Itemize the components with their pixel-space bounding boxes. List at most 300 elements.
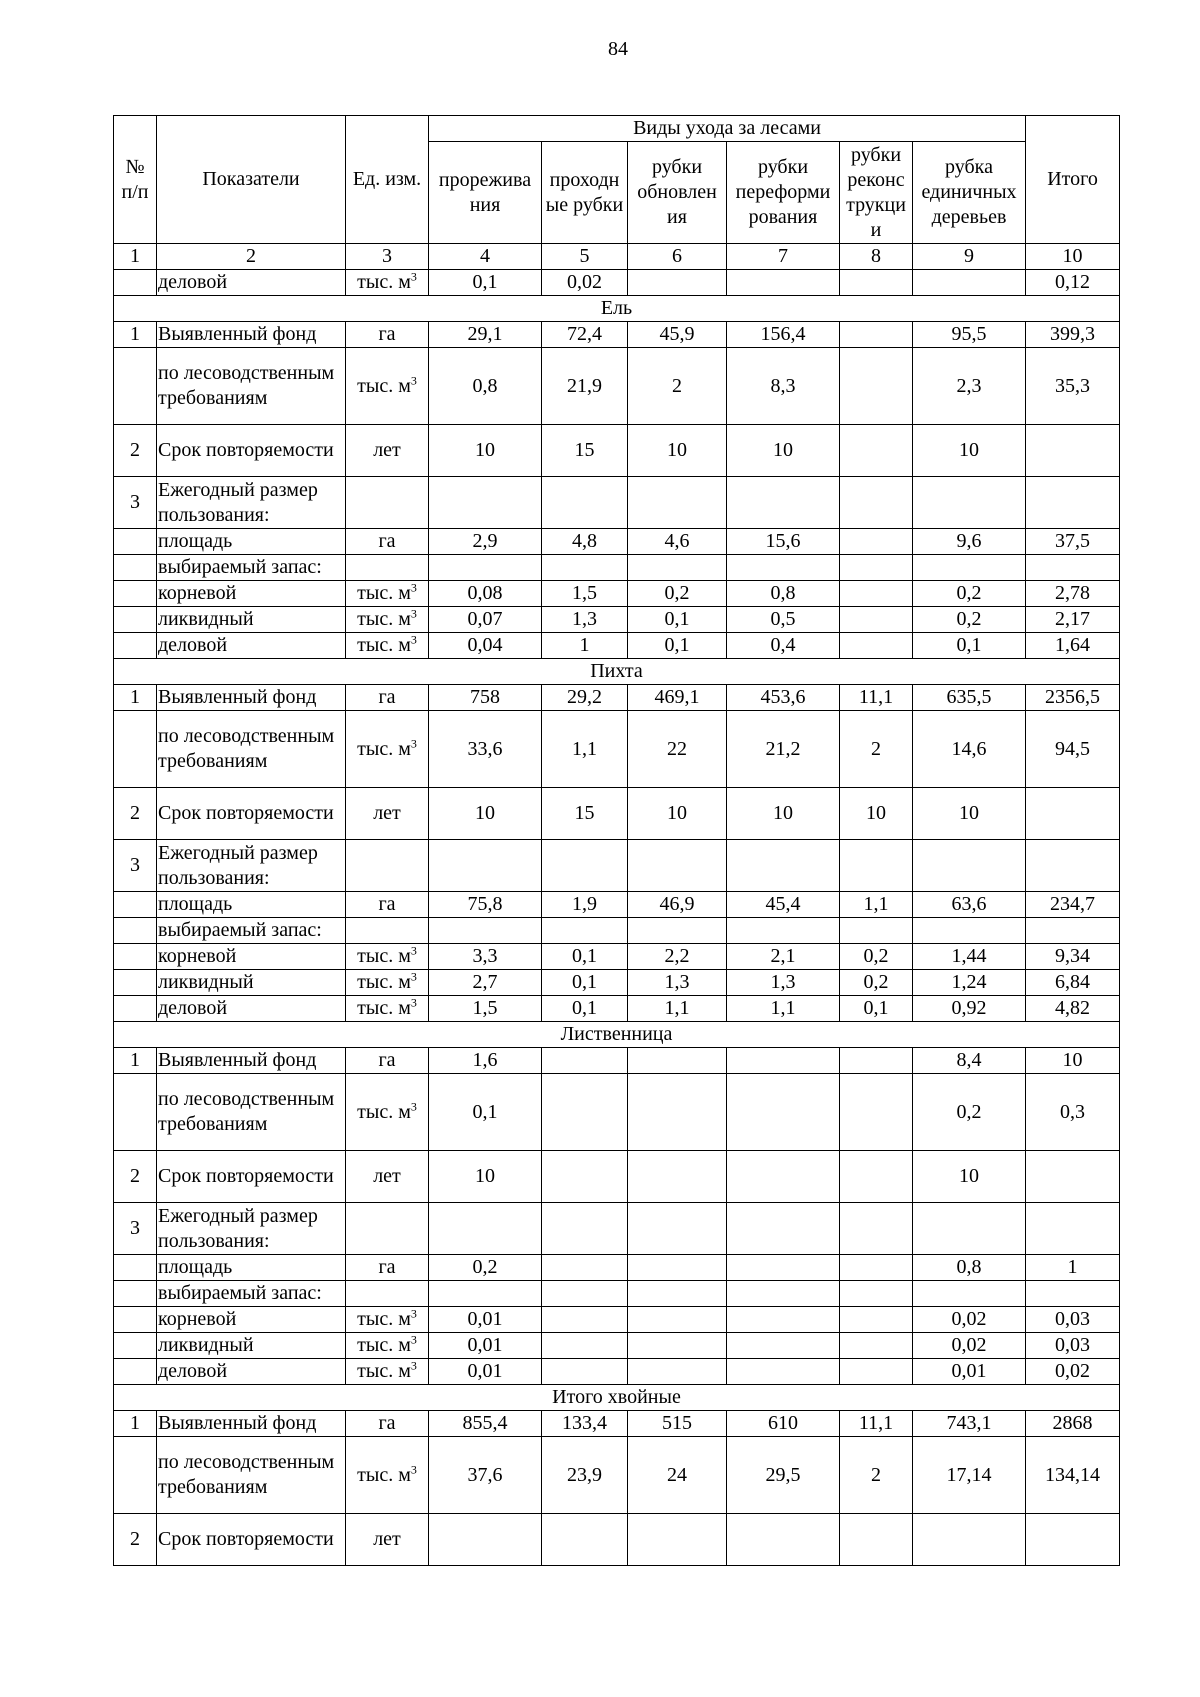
row-unit [346, 711, 429, 788]
row-unit [346, 529, 429, 555]
unit-superscript: 3 [410, 735, 417, 750]
table-row [114, 918, 1120, 944]
value-cell [727, 918, 840, 944]
value-cell: 134,14 [1026, 1437, 1120, 1514]
value-cell: 33,6 [429, 711, 542, 788]
page-number: 84 [608, 38, 628, 60]
unit-text: лет [373, 802, 401, 824]
value-cell: 0,3 [1026, 1074, 1120, 1151]
row-unit [346, 607, 429, 633]
unit-text: га [378, 1256, 396, 1278]
header-type: рубки переформи рования [727, 142, 840, 244]
row-label: по лесоводственным требованиям [157, 1074, 346, 1151]
value-cell [542, 477, 628, 529]
table-row [114, 477, 1120, 529]
col-number: 3 [346, 244, 429, 270]
value-cell: 1,3 [542, 607, 628, 633]
row-unit [346, 1411, 429, 1437]
value-cell: 45,4 [727, 892, 840, 918]
value-cell: 0,01 [429, 1333, 542, 1359]
value-cell: 0,4 [727, 633, 840, 659]
value-cell: 29,5 [727, 1437, 840, 1514]
row-unit [346, 1514, 429, 1566]
value-cell: 0,01 [429, 1307, 542, 1333]
value-cell [913, 270, 1026, 296]
header-group: Виды ухода за лесами [429, 116, 1026, 142]
value-cell: 15 [542, 788, 628, 840]
value-cell [840, 1255, 913, 1281]
unit-superscript: 3 [410, 1358, 417, 1373]
value-cell: 635,5 [913, 685, 1026, 711]
value-cell: 2 [840, 1437, 913, 1514]
value-cell [1026, 788, 1120, 840]
value-cell: 37,6 [429, 1437, 542, 1514]
value-cell: 15,6 [727, 529, 840, 555]
value-cell: 453,6 [727, 685, 840, 711]
value-cell [840, 1048, 913, 1074]
row-label: деловой [157, 996, 346, 1022]
value-cell: 234,7 [1026, 892, 1120, 918]
col-number: 9 [913, 244, 1026, 270]
table-row [114, 555, 1120, 581]
value-cell: 10 [913, 788, 1026, 840]
value-cell [542, 1359, 628, 1385]
value-cell: 21,2 [727, 711, 840, 788]
row-label: площадь [157, 1255, 346, 1281]
unit-superscript: 3 [410, 632, 417, 647]
value-cell [727, 1048, 840, 1074]
value-cell [542, 1048, 628, 1074]
value-cell: 1,3 [727, 970, 840, 996]
header-type: рубки реконс трукци и [840, 142, 913, 244]
value-cell [840, 1514, 913, 1566]
value-cell: 23,9 [542, 1437, 628, 1514]
row-number: 1 [114, 1411, 157, 1437]
row-number [114, 348, 157, 425]
unit-superscript: 3 [410, 1098, 417, 1113]
value-cell [542, 1281, 628, 1307]
value-cell: 75,8 [429, 892, 542, 918]
value-cell [429, 1281, 542, 1307]
unit-superscript: 3 [410, 1461, 417, 1476]
value-cell [542, 1203, 628, 1255]
unit-text: тыс. м [357, 271, 411, 293]
row-number: 2 [114, 425, 157, 477]
value-cell [913, 840, 1026, 892]
value-cell: 0,08 [429, 581, 542, 607]
table-row [114, 581, 1120, 607]
row-label: Ежегодный размер пользования: [157, 477, 346, 529]
value-cell [727, 1203, 840, 1255]
col-number: 7 [727, 244, 840, 270]
row-label: Выявленный фонд [157, 685, 346, 711]
value-cell: 2,1 [727, 944, 840, 970]
section-row [114, 1385, 1120, 1411]
value-cell: 11,1 [840, 1411, 913, 1437]
row-number [114, 1255, 157, 1281]
table-row [114, 348, 1120, 425]
value-cell [542, 555, 628, 581]
row-number: 1 [114, 322, 157, 348]
unit-text: га [378, 323, 396, 345]
unit-text: тыс. м [357, 634, 411, 656]
section-title: Лиственница [114, 1022, 1120, 1048]
value-cell [542, 840, 628, 892]
value-cell: 3,3 [429, 944, 542, 970]
row-unit [346, 1074, 429, 1151]
unit-text: тыс. м [357, 1308, 411, 1330]
value-cell [913, 477, 1026, 529]
row-label: корневой [157, 944, 346, 970]
table-row [114, 1151, 1120, 1203]
table-row [114, 944, 1120, 970]
table-row [114, 529, 1120, 555]
row-number [114, 581, 157, 607]
value-cell: 0,01 [913, 1359, 1026, 1385]
row-label: площадь [157, 529, 346, 555]
unit-superscript: 3 [410, 580, 417, 595]
unit-superscript: 3 [410, 995, 417, 1010]
header-num: № п/п [114, 116, 157, 244]
table-row [114, 1411, 1120, 1437]
unit-text: тыс. м [357, 1100, 411, 1123]
col-number: 2 [157, 244, 346, 270]
row-label: деловой [157, 270, 346, 296]
value-cell: 0,8 [429, 348, 542, 425]
value-cell [840, 1333, 913, 1359]
row-number: 2 [114, 1514, 157, 1566]
unit-text: тыс. м [357, 608, 411, 630]
value-cell [628, 1048, 727, 1074]
value-cell [429, 918, 542, 944]
value-cell: 0,92 [913, 996, 1026, 1022]
value-cell: 10 [429, 425, 542, 477]
section-row [114, 296, 1120, 322]
value-cell: 133,4 [542, 1411, 628, 1437]
value-cell: 95,5 [913, 322, 1026, 348]
row-unit [346, 270, 429, 296]
value-cell: 0,2 [429, 1255, 542, 1281]
row-unit [346, 996, 429, 1022]
value-cell [727, 1255, 840, 1281]
value-cell: 2356,5 [1026, 685, 1120, 711]
value-cell: 29,1 [429, 322, 542, 348]
value-cell [840, 477, 913, 529]
value-cell: 2 [628, 348, 727, 425]
value-cell [840, 581, 913, 607]
row-number [114, 892, 157, 918]
value-cell [913, 1514, 1026, 1566]
unit-superscript: 3 [410, 1332, 417, 1347]
unit-text: га [378, 1049, 396, 1071]
value-cell: 0,03 [1026, 1333, 1120, 1359]
col-number: 6 [628, 244, 727, 270]
value-cell: 0,2 [913, 1074, 1026, 1151]
row-number [114, 970, 157, 996]
section-title: Пихта [114, 659, 1120, 685]
value-cell [840, 918, 913, 944]
value-cell [840, 529, 913, 555]
value-cell: 1,1 [628, 996, 727, 1022]
col-number: 4 [429, 244, 542, 270]
value-cell: 0,2 [840, 970, 913, 996]
table-row [114, 322, 1120, 348]
value-cell [542, 1074, 628, 1151]
row-unit [346, 944, 429, 970]
value-cell: 35,3 [1026, 348, 1120, 425]
value-cell: 17,14 [913, 1437, 1026, 1514]
value-cell: 0,1 [542, 944, 628, 970]
value-cell: 2,78 [1026, 581, 1120, 607]
value-cell: 0,2 [913, 581, 1026, 607]
table-row [114, 685, 1120, 711]
value-cell [727, 270, 840, 296]
value-cell [1026, 477, 1120, 529]
value-cell [1026, 840, 1120, 892]
row-label: по лесоводственным требованиям [157, 711, 346, 788]
col-number: 1 [114, 244, 157, 270]
table-row [114, 996, 1120, 1022]
value-cell: 1,24 [913, 970, 1026, 996]
value-cell: 21,9 [542, 348, 628, 425]
unit-text: тыс. м [357, 1463, 411, 1486]
value-cell: 0,02 [542, 270, 628, 296]
row-number [114, 996, 157, 1022]
row-label: корневой [157, 1307, 346, 1333]
value-cell [840, 270, 913, 296]
row-number [114, 1437, 157, 1514]
value-cell: 0,01 [429, 1359, 542, 1385]
row-unit [346, 918, 429, 944]
value-cell: 1,5 [542, 581, 628, 607]
value-cell: 72,4 [542, 322, 628, 348]
value-cell: 855,4 [429, 1411, 542, 1437]
value-cell [840, 348, 913, 425]
table-row [114, 1203, 1120, 1255]
value-cell: 4,82 [1026, 996, 1120, 1022]
value-cell [429, 1514, 542, 1566]
value-cell: 469,1 [628, 685, 727, 711]
row-number [114, 944, 157, 970]
value-cell: 0,02 [1026, 1359, 1120, 1385]
value-cell: 29,2 [542, 685, 628, 711]
value-cell [429, 555, 542, 581]
row-label: деловой [157, 1359, 346, 1385]
unit-superscript: 3 [410, 943, 417, 958]
value-cell: 8,4 [913, 1048, 1026, 1074]
table-row [114, 1514, 1120, 1566]
value-cell [628, 1074, 727, 1151]
row-number: 3 [114, 1203, 157, 1255]
row-label: Срок повторяемости [157, 1514, 346, 1566]
value-cell: 10 [727, 788, 840, 840]
row-number: 3 [114, 477, 157, 529]
unit-text: тыс. м [357, 1334, 411, 1356]
section-row [114, 659, 1120, 685]
row-label: Выявленный фонд [157, 1411, 346, 1437]
value-cell [628, 840, 727, 892]
value-cell: 1,9 [542, 892, 628, 918]
value-cell [840, 425, 913, 477]
value-cell: 0,02 [913, 1307, 1026, 1333]
value-cell: 1,1 [840, 892, 913, 918]
value-cell: 14,6 [913, 711, 1026, 788]
value-cell [628, 1514, 727, 1566]
unit-superscript: 3 [410, 269, 417, 284]
header-type: рубка единичных деревьев [913, 142, 1026, 244]
value-cell [628, 1307, 727, 1333]
value-cell [628, 918, 727, 944]
value-cell [840, 1074, 913, 1151]
value-cell [542, 1255, 628, 1281]
value-cell [429, 477, 542, 529]
value-cell [628, 1203, 727, 1255]
value-cell [727, 477, 840, 529]
value-cell: 1,64 [1026, 633, 1120, 659]
row-number [114, 529, 157, 555]
value-cell [542, 1307, 628, 1333]
row-unit [346, 477, 429, 529]
section-title: Итого хвойные [114, 1385, 1120, 1411]
table-row [114, 840, 1120, 892]
row-unit [346, 1203, 429, 1255]
value-cell: 46,9 [628, 892, 727, 918]
value-cell: 1,1 [542, 711, 628, 788]
value-cell [1026, 425, 1120, 477]
unit-text: лет [373, 1528, 401, 1550]
value-cell [840, 633, 913, 659]
value-cell [913, 555, 1026, 581]
row-label: Срок повторяемости [157, 425, 346, 477]
value-cell [913, 918, 1026, 944]
row-number [114, 555, 157, 581]
row-unit [346, 555, 429, 581]
row-unit [346, 348, 429, 425]
value-cell: 0,1 [840, 996, 913, 1022]
value-cell [542, 1151, 628, 1203]
table-row [114, 1307, 1120, 1333]
value-cell: 10 [727, 425, 840, 477]
unit-text: тыс. м [357, 737, 411, 760]
value-cell [429, 840, 542, 892]
table-row [114, 970, 1120, 996]
col-number: 8 [840, 244, 913, 270]
table-row [114, 788, 1120, 840]
forest-care-table [113, 115, 1120, 1566]
value-cell: 2,7 [429, 970, 542, 996]
value-cell [1026, 555, 1120, 581]
value-cell [628, 1151, 727, 1203]
row-number [114, 1333, 157, 1359]
unit-text: га [378, 686, 396, 708]
value-cell [542, 1514, 628, 1566]
section-row [114, 1022, 1120, 1048]
value-cell: 0,2 [913, 607, 1026, 633]
unit-text: тыс. м [357, 971, 411, 993]
value-cell: 1,1 [727, 996, 840, 1022]
row-label: по лесоводственным требованиям [157, 348, 346, 425]
value-cell: 94,5 [1026, 711, 1120, 788]
value-cell: 0,1 [542, 996, 628, 1022]
value-cell: 10 [1026, 1048, 1120, 1074]
value-cell [840, 1281, 913, 1307]
row-number [114, 1359, 157, 1385]
value-cell: 0,04 [429, 633, 542, 659]
row-unit [346, 1281, 429, 1307]
row-label: деловой [157, 633, 346, 659]
row-label: Выявленный фонд [157, 322, 346, 348]
value-cell: 15 [542, 425, 628, 477]
row-unit [346, 892, 429, 918]
table-row [114, 425, 1120, 477]
value-cell [628, 1281, 727, 1307]
table-row [114, 1437, 1120, 1514]
value-cell: 758 [429, 685, 542, 711]
unit-text: тыс. м [357, 997, 411, 1019]
row-unit [346, 1359, 429, 1385]
value-cell: 2,9 [429, 529, 542, 555]
value-cell: 2,17 [1026, 607, 1120, 633]
header-total: Итого [1026, 116, 1120, 244]
value-cell [840, 322, 913, 348]
value-cell [840, 1359, 913, 1385]
value-cell [628, 1333, 727, 1359]
value-cell: 515 [628, 1411, 727, 1437]
unit-text: га [378, 530, 396, 552]
value-cell: 1 [542, 633, 628, 659]
row-number [114, 607, 157, 633]
value-cell: 10 [628, 425, 727, 477]
value-cell [727, 1333, 840, 1359]
value-cell [727, 1359, 840, 1385]
value-cell [727, 1281, 840, 1307]
value-cell [913, 1281, 1026, 1307]
value-cell: 10 [913, 1151, 1026, 1203]
value-cell [840, 840, 913, 892]
table-row [114, 607, 1120, 633]
header-indicator: Показатели [157, 116, 346, 244]
value-cell: 45,9 [628, 322, 727, 348]
value-cell: 0,1 [628, 633, 727, 659]
value-cell: 0,03 [1026, 1307, 1120, 1333]
row-label: ликвидный [157, 607, 346, 633]
unit-text: тыс. м [357, 582, 411, 604]
value-cell: 156,4 [727, 322, 840, 348]
row-unit [346, 1437, 429, 1514]
unit-text: тыс. м [357, 1360, 411, 1382]
value-cell [1026, 1203, 1120, 1255]
value-cell [840, 1151, 913, 1203]
value-cell [542, 1333, 628, 1359]
row-unit [346, 1151, 429, 1203]
table-row [114, 1333, 1120, 1359]
unit-superscript: 3 [410, 1306, 417, 1321]
value-cell [727, 1514, 840, 1566]
row-unit [346, 1333, 429, 1359]
row-number [114, 918, 157, 944]
unit-text: га [378, 893, 396, 915]
value-cell [1026, 1151, 1120, 1203]
value-cell: 4,6 [628, 529, 727, 555]
row-unit [346, 685, 429, 711]
row-unit [346, 1048, 429, 1074]
value-cell: 399,3 [1026, 322, 1120, 348]
value-cell: 0,8 [913, 1255, 1026, 1281]
row-number [114, 1074, 157, 1151]
value-cell: 10 [628, 788, 727, 840]
value-cell: 0,2 [840, 944, 913, 970]
value-cell: 0,5 [727, 607, 840, 633]
